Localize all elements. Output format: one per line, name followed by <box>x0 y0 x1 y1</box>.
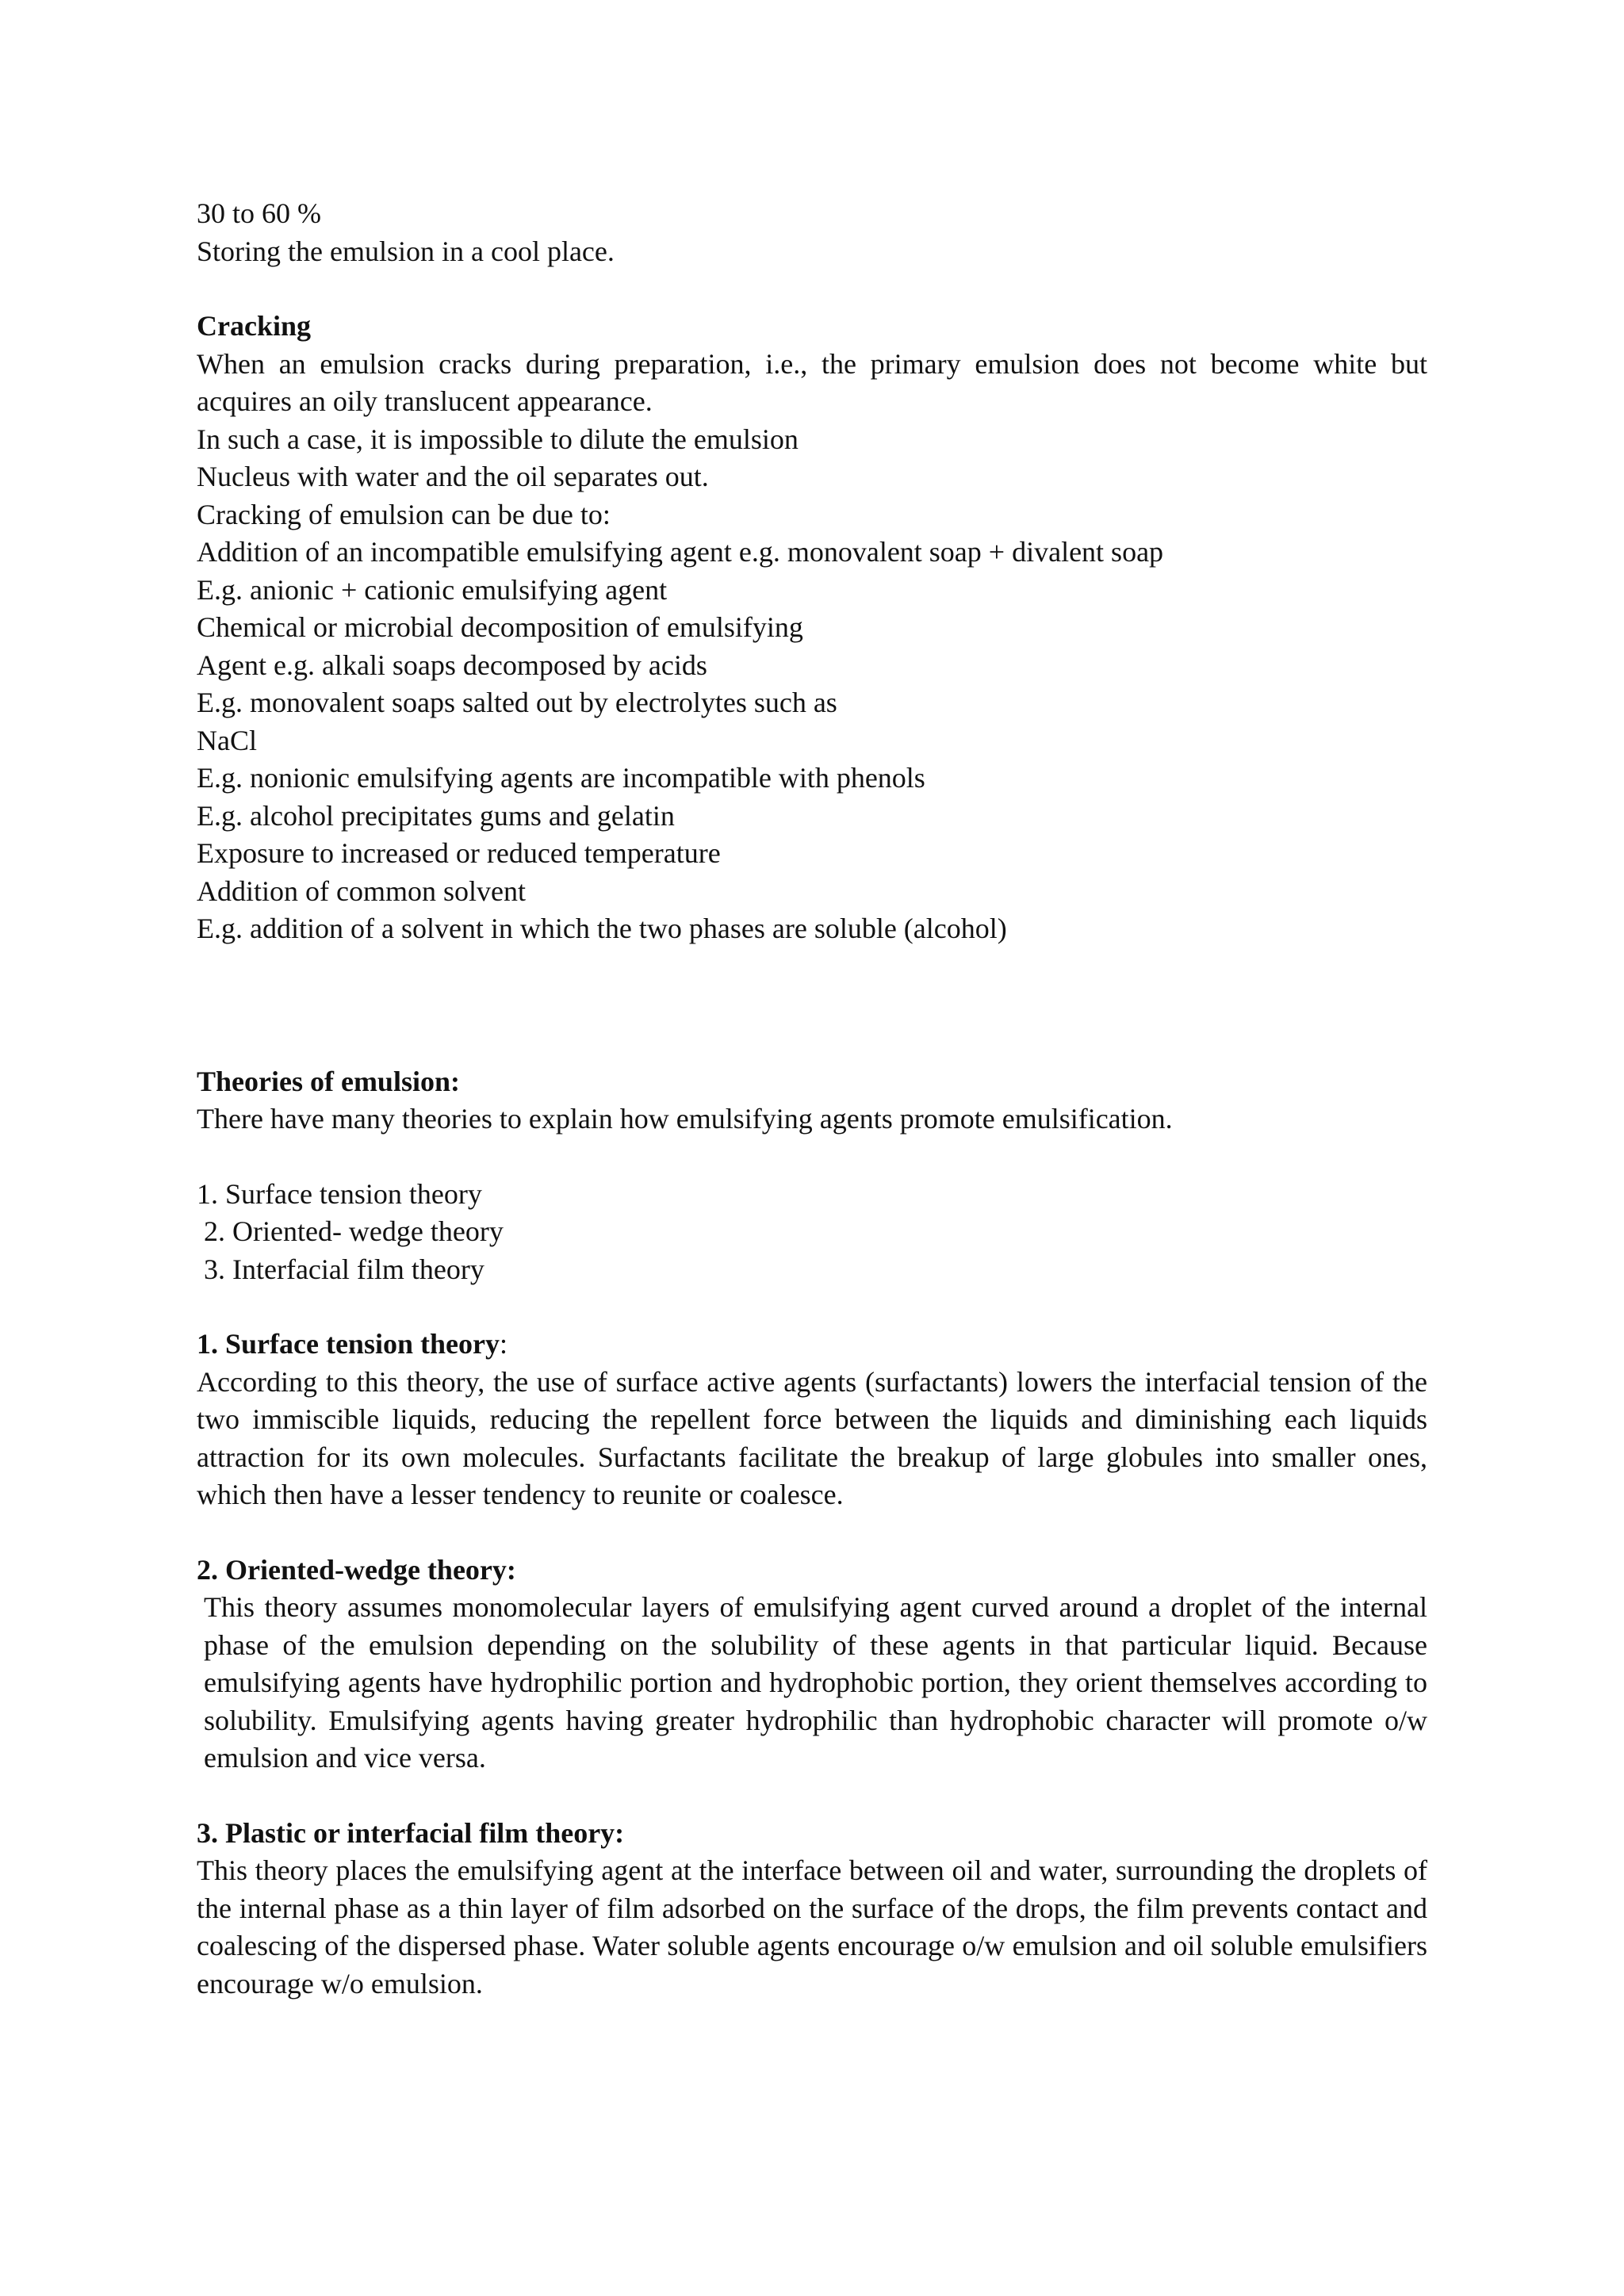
cracking-line: In such a case, it is impossible to dilute the emulsion <box>197 423 799 455</box>
surface-tension-heading-colon: : <box>499 1328 508 1360</box>
cracking-line: Agent e.g. alkali soaps decomposed by acids <box>197 649 707 681</box>
cracking-heading: Cracking <box>197 310 311 342</box>
cracking-line: E.g. nonionic emulsifying agents are incompatible with phenols <box>197 762 925 794</box>
cracking-line: Exposure to increased or reduced temperature <box>197 837 721 869</box>
cracking-line: Nucleus with water and the oil separates out. <box>197 461 709 492</box>
cracking-paragraph: When an emulsion cracks during preparation, i.e., the primary emulsion does not become white but acquires an oily translucent appearance. <box>197 347 1427 417</box>
cracking-line: E.g. alcohol precipitates gums and gelatin <box>197 799 675 832</box>
cracking-line: Addition of common solvent <box>197 874 526 907</box>
surface-tension-heading-text: 1. Surface tension theory <box>197 1328 500 1360</box>
cracking-line: E.g. anionic + cationic emulsifying agent <box>197 573 668 606</box>
page-content <box>197 195 1427 2003</box>
surface-tension-paragraph: According to this theory, the use of surface active agents (surfactants) lowers the interfacial tension of the two immiscible liquids, reducing the repellent force between the liquids and diminishing each liquids attraction for its own molecules. Surfactants facilitate the breakup of large globules into smaller ones, which then have a lesser tendency to reunite or coalesce. <box>197 1365 1427 1510</box>
theories-list-item: 1. Surface tension theory <box>197 1177 482 1210</box>
intro-line-1: 30 to 60 % <box>197 197 321 229</box>
cracking-line: Chemical or microbial decomposition of emulsifying <box>197 611 803 643</box>
cracking-line: Addition of an incompatible emulsifying agent e.g. monovalent soap + divalent soap <box>197 536 1164 568</box>
oriented-wedge-paragraph: This theory assumes monomolecular layers of emulsifying agent curved around a droplet of the internal phase of the emulsion depending on the solubility of these agents in that particular liquid. Because emulsifying agents have hydrophilic portion and hydrophobic portion, they orient themselves according to solubility. Emulsifying agents having greater hydrophilic than hydrophobic character will promote o/w emulsion and vice versa. <box>204 1591 1427 1774</box>
theories-list-item: 2. Oriented- wedge theory <box>204 1215 504 1247</box>
theories-list-item: 3. Interfacial film theory <box>204 1253 485 1285</box>
cracking-line: Cracking of emulsion can be due to: <box>197 498 611 530</box>
theories-heading: Theories of emulsion: <box>197 1065 460 1097</box>
cracking-line: NaCl <box>197 724 257 756</box>
theories-intro: There have many theories to explain how emulsifying agents promote emulsification. <box>197 1103 1173 1135</box>
surface-tension-heading <box>197 1326 1427 1364</box>
oriented-wedge-heading: 2. Oriented-wedge theory: <box>197 1553 516 1586</box>
interfacial-film-paragraph: This theory places the emulsifying agent at the interface between oil and water, surrounding the droplets of the internal phase as a thin layer of film adsorbed on the surface of the drops, the film prevents contact and coalescing of the dispersed phase. Water soluble agents encourage o/w emulsion and oil soluble emulsifiers encourage w/o emulsion. <box>197 1854 1427 1999</box>
cracking-line: E.g. monovalent soaps salted out by electrolytes such as <box>197 687 837 718</box>
cracking-line: E.g. addition of a solvent in which the two phases are soluble (alcohol) <box>197 913 1007 944</box>
intro-line-2: Storing the emulsion in a cool place. <box>197 235 615 267</box>
interfacial-film-heading: 3. Plastic or interfacial film theory: <box>197 1816 625 1849</box>
